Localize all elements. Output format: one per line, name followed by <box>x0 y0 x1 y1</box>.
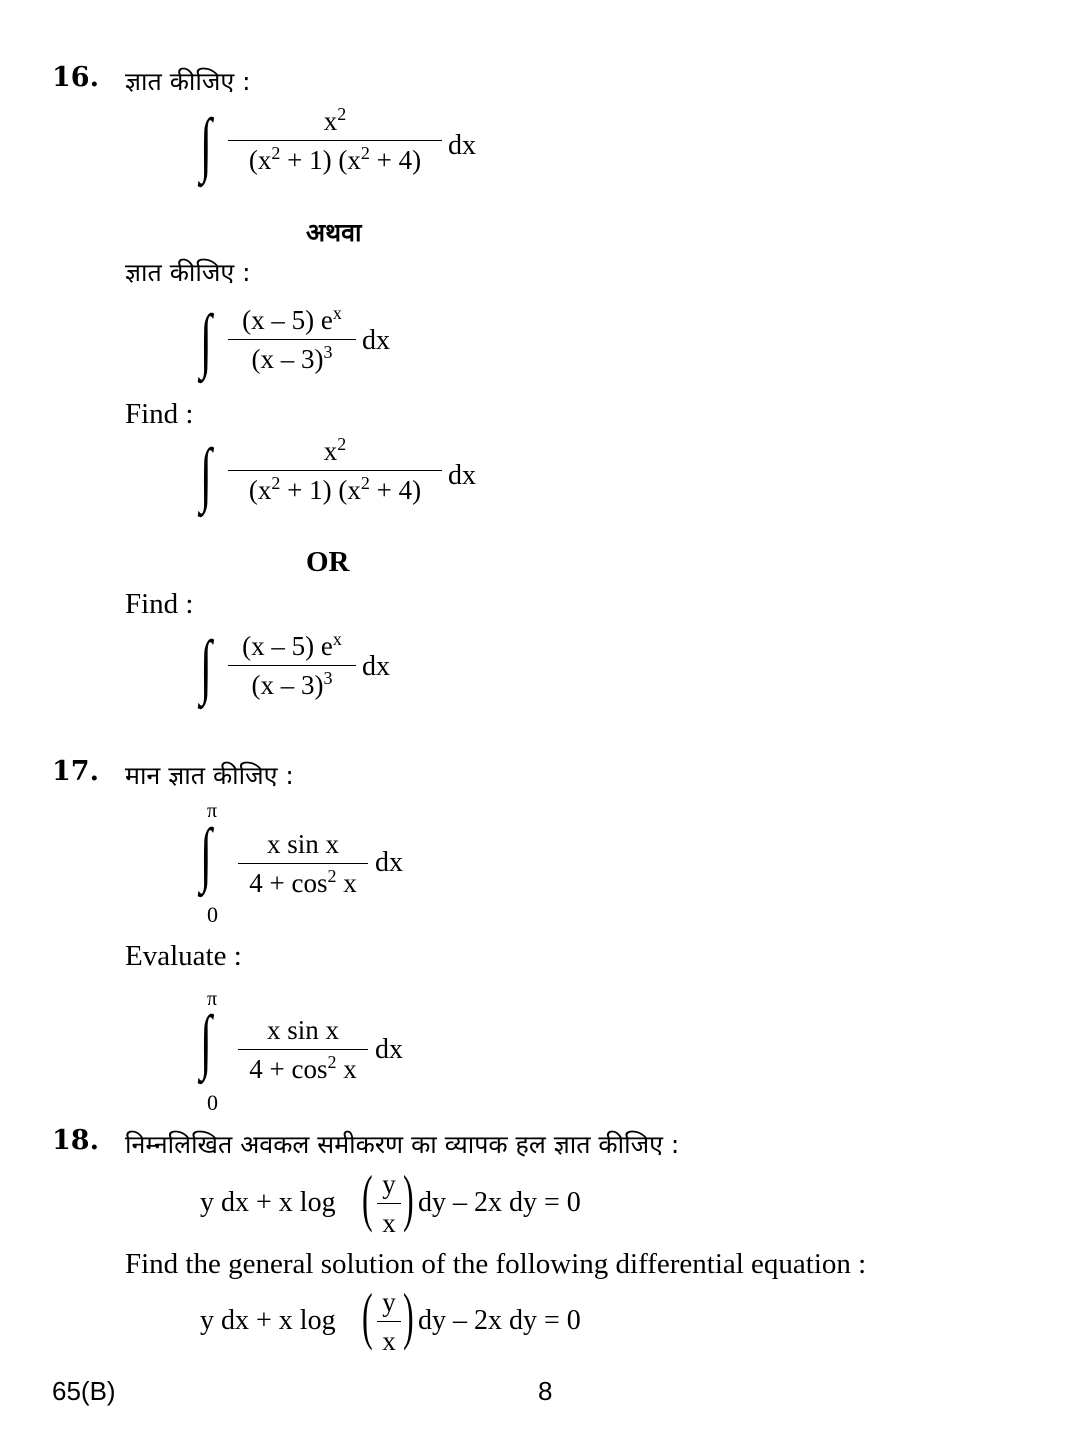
equation-rhs: dy – 2x dy = 0 <box>418 1305 581 1336</box>
fraction-y-over-x: y x <box>377 1167 401 1240</box>
left-paren: ( <box>362 1280 373 1351</box>
or-english: OR <box>306 546 350 578</box>
question-number-16: 16. <box>52 62 99 93</box>
or-hindi: अथवा <box>306 218 362 247</box>
fraction-y-over-x: y x <box>377 1285 401 1358</box>
question-number-18: 18. <box>52 1125 99 1156</box>
paper-code: 65(B) <box>52 1376 116 1406</box>
upper-limit: π <box>207 800 218 822</box>
fraction: x sin x $4 + \cos^2 x$ <box>238 827 368 900</box>
q17-english-prompt: Evaluate : <box>125 940 242 972</box>
fraction: $x^2$ $(x^2 + 1) (x^2 + 4)$ <box>228 104 442 177</box>
integral-sign: ∫ <box>200 626 212 706</box>
fraction: $x^2$ $(x^2 + 1) (x^2 + 4)$ <box>228 434 442 507</box>
dx-label: dx <box>362 325 390 356</box>
q16-hindi-prompt: ज्ञात कीजिए : <box>125 67 251 96</box>
right-paren: ) <box>403 1162 414 1233</box>
lower-limit: 0 <box>207 902 218 927</box>
q16-hindi-prompt-2: ज्ञात कीजिए : <box>125 258 251 287</box>
dx-label: dx <box>448 460 476 491</box>
definite-integral-sign: ∫ <box>200 814 212 894</box>
question-number-17: 17. <box>52 756 99 787</box>
definite-integral-sign: ∫ <box>200 1001 212 1081</box>
left-paren: ( <box>362 1162 373 1233</box>
equation-lhs: y dx + x log <box>200 1305 336 1336</box>
dx-label: dx <box>375 847 403 878</box>
fraction: x sin x $4 + \cos^2 x$ <box>238 1013 368 1086</box>
q16-english-prompt-2: Find : <box>125 588 194 620</box>
integral-sign: ∫ <box>200 434 212 514</box>
equation-rhs: dy – 2x dy = 0 <box>418 1187 581 1218</box>
right-paren: ) <box>403 1280 414 1351</box>
fraction: (x – 5) $e^x$ (x – 3)$^3$ <box>228 303 356 376</box>
integral-sign: ∫ <box>200 300 212 380</box>
equation-lhs: y dx + x log <box>200 1187 336 1218</box>
dx-label: dx <box>362 651 390 682</box>
fraction: (x – 5) $e^x$ (x – 3)$^3$ <box>228 629 356 702</box>
dx-label: dx <box>375 1034 403 1065</box>
q17-hindi-prompt: मान ज्ञात कीजिए : <box>125 761 294 790</box>
q18-english-prompt: Find the general solution of the following differential equation : <box>125 1248 867 1280</box>
q18-hindi-prompt: निम्नलिखित अवकल समीकरण का व्यापक हल ज्ञात कीजिए : <box>125 1130 680 1159</box>
dx-label: dx <box>448 130 476 161</box>
q16-english-prompt: Find : <box>125 398 194 430</box>
page-number: 8 <box>538 1376 553 1406</box>
lower-limit: 0 <box>207 1090 218 1115</box>
integral-sign: ∫ <box>200 104 212 184</box>
upper-limit: π <box>207 988 218 1010</box>
